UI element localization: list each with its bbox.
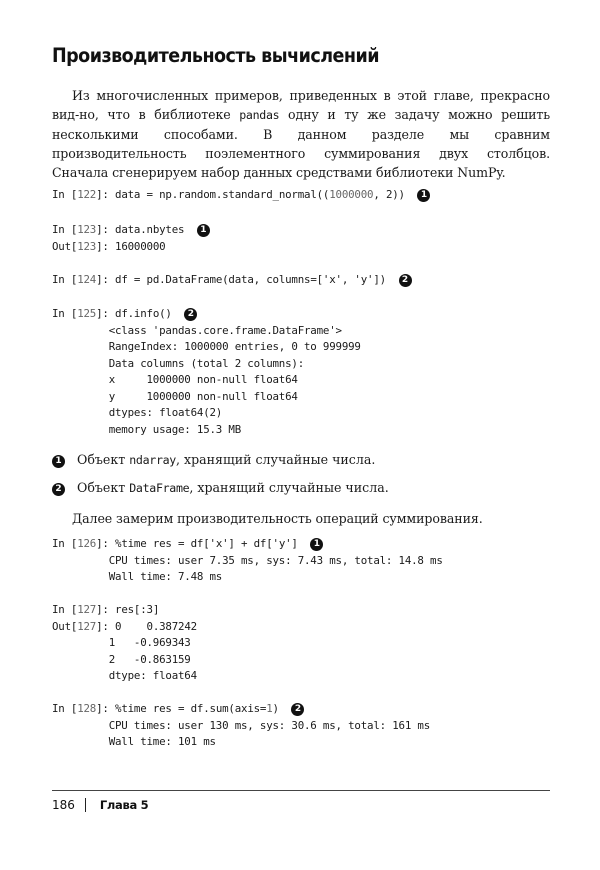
output-line: y 1000000 non-null float64 (108, 389, 298, 403)
cell-code: data = np.random.standard_normal(( (115, 188, 330, 201)
callout-marker-1-icon: 1 (310, 538, 323, 551)
code-cell-125: In [125]: df.info() 2 <class 'pandas.core.frame.DataFrame'> RangeIndex: 1000000 entries, 0 to 999999 Data columns (total 2 columns): x 1000000 non-null float64 y 1000000 non-null float64 dtypes: float64(2) memory usage: 15.3 MB (52, 307, 361, 436)
callout-marker-2-icon: 2 (399, 274, 412, 287)
output-line: RangeIndex: 1000000 entries, 0 to 999999 (108, 340, 361, 353)
cell-code: %time res = df['x'] + df['y'] (115, 537, 298, 550)
output-line: CPU times: user 7.35 ms, sys: 7.43 ms, total: 14.8 ms (108, 553, 443, 567)
callout-marker-1-icon: 1 (417, 189, 430, 202)
cell-code: df.info() (115, 307, 172, 320)
prompt-number: 123 (77, 223, 97, 236)
cell-code: data.nbytes (115, 223, 185, 236)
cell-code: %time res = df.sum(axis= (115, 702, 267, 715)
prompt-number: 124 (77, 273, 97, 286)
output-line: x 1000000 non-null float64 (108, 373, 298, 386)
code-cell-123: In [123]: data.nbytes 1 Out[123]: 16000000 (52, 222, 210, 255)
callout-marker-1-icon: 1 (52, 455, 65, 468)
intro-code: pandas (239, 108, 280, 122)
prompt-number: 127 (77, 603, 97, 616)
output-line: dtypes: float64(2) (108, 406, 223, 419)
code-cell-122: In [122]: data = np.random.standard_normal((1000000, 2)) 1 (52, 187, 430, 204)
prompt-number: 126 (77, 537, 97, 550)
prompt-number: 125 (77, 307, 97, 320)
page-footer (52, 798, 148, 812)
callout-marker-2-icon: 2 (291, 703, 304, 716)
callout-note-2: 2 Объект DataFrame, хранящий случайные числа. (52, 479, 389, 497)
output-line: 2 -0.863159 (108, 652, 191, 666)
section-heading: Производительность вычислений (52, 44, 379, 67)
output-line: 0 0.387242 (115, 619, 197, 633)
cell-code: df = pd.DataFrame(data, columns=['x', 'y']) (115, 273, 386, 286)
output-line: Wall time: 7.48 ms (108, 570, 223, 583)
cell-code: res[:3] (115, 603, 160, 616)
output-line: Data columns (total 2 columns): (108, 356, 305, 370)
callout-note-1: 1 Объект ndarray, хранящий случайные числа. (52, 451, 375, 469)
prompt-number: 122 (77, 188, 97, 201)
code-cell-127: In [127]: res[:3] Out[127]: 0 0.387242 1 -0.969343 2 -0.863159 dtype: float64 (52, 603, 197, 682)
intro-text-2: одну и ту же задачу можно решить несколькими способами. В данном разделе мы сравним производительность поэлементного суммирования двух столбцов. Сначала сгенерируем набор данных средствами библиотеки NumPy. (52, 107, 550, 180)
output-line: <class 'pandas.core.frame.DataFrame'> (108, 323, 342, 337)
output-line: memory usage: 15.3 MB (108, 422, 242, 436)
callout-marker-2-icon: 2 (184, 308, 197, 321)
code-cell-126: In [126]: %time res = df['x'] + df['y'] 1 CPU times: user 7.35 ms, sys: 7.43 ms, total: 14.8 ms Wall time: 7.48 ms (52, 537, 443, 583)
cell-output: 16000000 (115, 239, 166, 253)
callout-marker-1-icon: 1 (197, 224, 210, 237)
footer-rule (52, 790, 550, 791)
chapter-label: Глава 5 (99, 798, 149, 812)
output-line: 1 -0.969343 (108, 636, 191, 649)
intro-paragraph (52, 86, 550, 182)
timing-paragraph: Далее замерим производительность операций суммирования. (72, 511, 483, 526)
code-cell-124: In [124]: df = pd.DataFrame(data, columns=['x', 'y']) 2 (52, 272, 412, 289)
code-cell-128: In [128]: %time res = df.sum(axis=1) 2 CPU times: user 130 ms, sys: 30.6 ms, total: 161 ms Wall time: 101 ms (52, 702, 431, 748)
output-line: CPU times: user 130 ms, sys: 30.6 ms, total: 161 ms (108, 718, 431, 732)
prompt-number: 128 (77, 702, 97, 715)
intro-text-1: Из многочисленных примеров, приведенных в этой главе, прекрасно вид-но, что в библиотеке (52, 88, 550, 122)
footer-separator (85, 798, 86, 812)
output-line: dtype: float64 (108, 669, 197, 682)
callout-marker-2-icon: 2 (52, 483, 65, 496)
page-number: 186 (52, 798, 75, 812)
output-line: Wall time: 101 ms (108, 735, 216, 748)
